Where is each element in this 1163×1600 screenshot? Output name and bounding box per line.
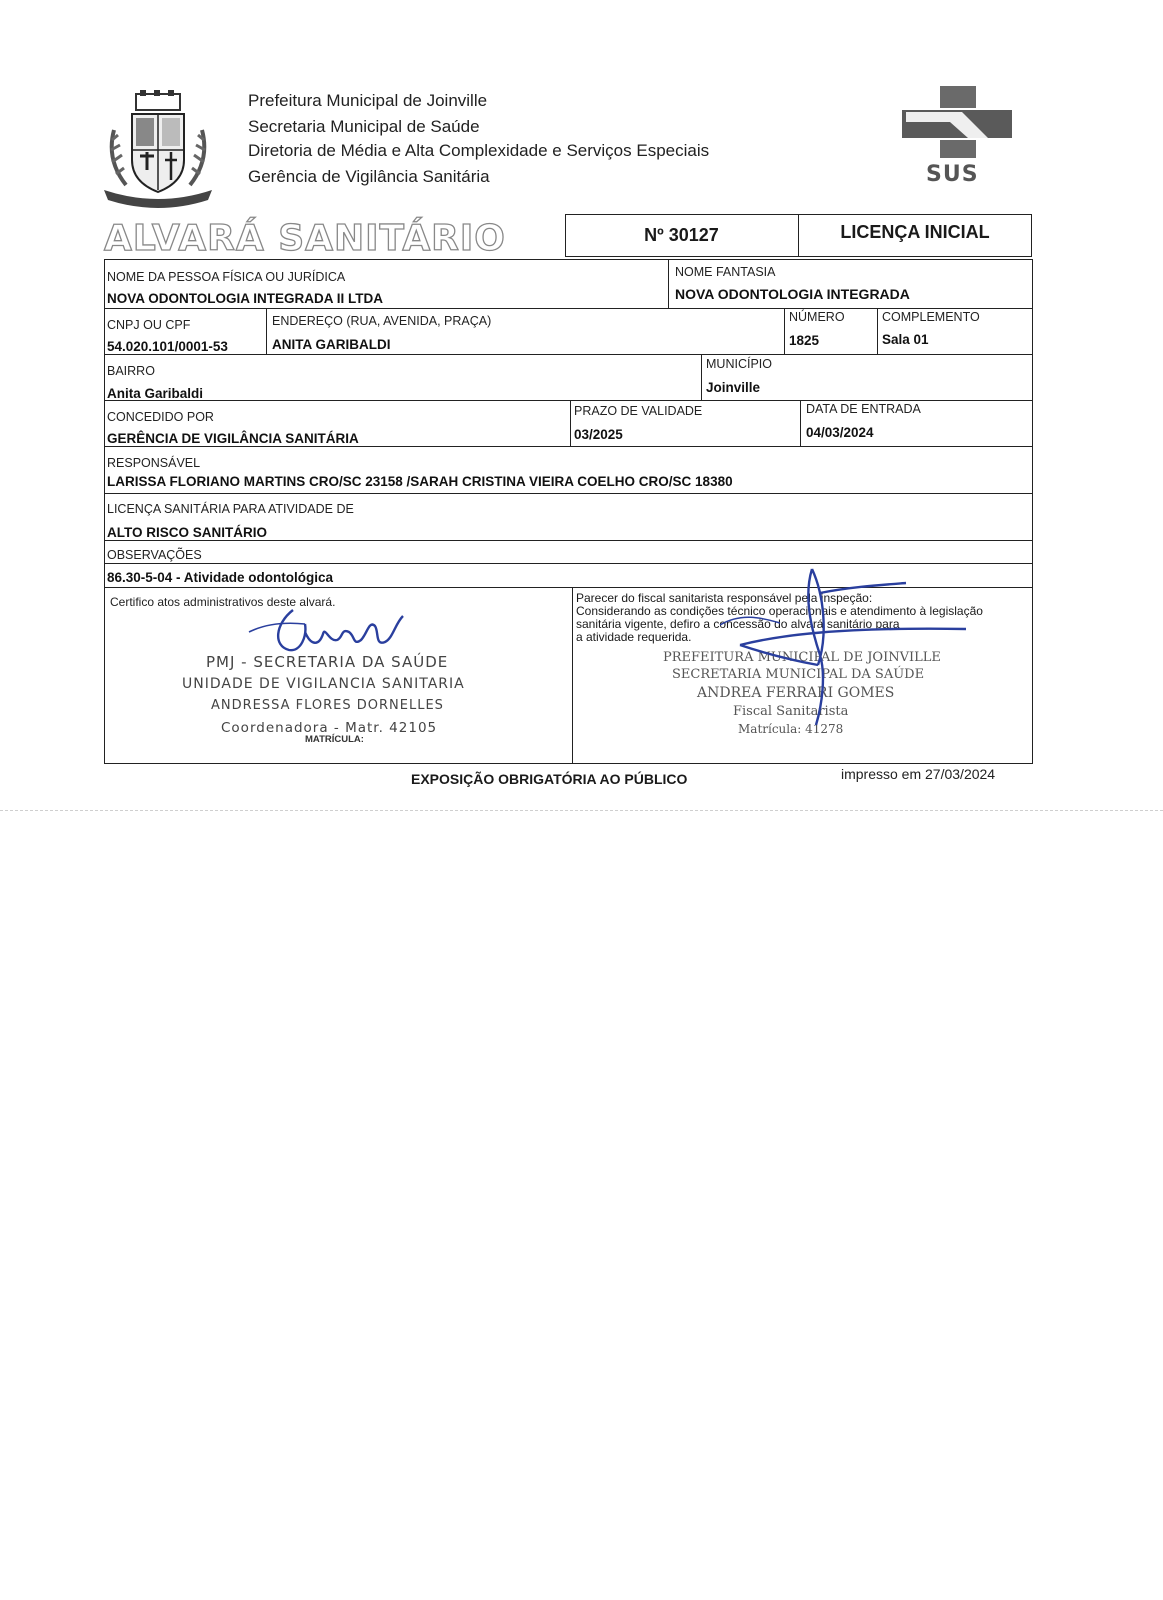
parecer-line3: sanitária vigente, defiro a concessão do alvará sanitário para (576, 617, 900, 631)
parecer-line2: Considerando as condições técnico operacionais e atendimento à legislação (576, 604, 983, 618)
sus-label: SUS (926, 162, 979, 187)
cert-stamp-line4: Coordenadora - Matr. 42105 (221, 720, 438, 736)
obs-value: 86.30-5-04 - Atividade odontológica (107, 570, 334, 585)
col-divider (572, 587, 573, 764)
cert-stamp-line2: UNIDADE DE VIGILANCIA SANITARIA (182, 676, 465, 692)
fantasia-label: NOME FANTASIA (675, 265, 776, 279)
certifico-text: Certifico atos administrativos deste alvará. (110, 595, 336, 609)
parecer-line1: Parecer do fiscal sanitarista responsável pela inspeção: (576, 591, 873, 605)
atividade-value: ALTO RISCO SANITÁRIO (107, 525, 268, 540)
municipio-label: MUNICÍPIO (706, 357, 772, 371)
cnpj-label: CNPJ OU CPF (107, 318, 191, 332)
row-divider (104, 493, 1033, 494)
impresso-text: impresso em 27/03/2024 (841, 766, 996, 782)
col-divider (570, 400, 571, 446)
col-divider (784, 308, 785, 354)
document-title: ALVARÁ SANITÁRIO (104, 218, 506, 259)
row-divider (104, 563, 1033, 564)
fiscal-signature (700, 565, 970, 735)
prazo-label: PRAZO DE VALIDADE (574, 404, 703, 418)
responsavel-value: LARISSA FLORIANO MARTINS CRO/SC 23158 /SARAH CRISTINA VIEIRA COELHO CRO/SC 18380 (107, 474, 733, 489)
nome-label: NOME DA PESSOA FÍSICA OU JURÍDICA (107, 270, 346, 284)
fiscal-stamp-line1: PREFEITURA MUNICIPAL DE JOINVILLE (663, 650, 941, 665)
fiscal-stamp-line3: ANDREA FERRARI GOMES (697, 685, 895, 701)
bairro-label: BAIRRO (107, 364, 155, 378)
col-divider (800, 400, 801, 446)
numero-value: 1825 (789, 333, 820, 348)
cert-stamp-line1: PMJ - SECRETARIA DA SAÚDE (206, 653, 449, 671)
concedido-label: CONCEDIDO POR (107, 410, 214, 424)
nome-value: NOVA ODONTOLOGIA INTEGRADA II LTDA (107, 291, 383, 306)
complemento-value: Sala 01 (882, 332, 929, 347)
numero-label: NÚMERO (789, 310, 845, 324)
sus-logo (902, 86, 1012, 186)
header-secretaria: Secretaria Municipal de Saúde (248, 117, 480, 136)
municipio-value: Joinville (706, 380, 761, 395)
row-divider (104, 354, 1033, 355)
bairro-value: Anita Garibaldi (107, 386, 204, 401)
header-gerencia: Gerência de Vigilância Sanitária (248, 167, 490, 186)
col-divider (668, 259, 669, 308)
header-prefeitura: Prefeitura Municipal de Joinville (248, 91, 488, 110)
concedido-value: GERÊNCIA DE VIGILÂNCIA SANITÁRIA (107, 431, 359, 446)
divider (798, 214, 799, 257)
cert-stamp-line3: ANDRESSA FLORES DORNELLES (211, 698, 444, 713)
header-diretoria: Diretoria de Média e Alta Complexidade e Serviços Especiais (248, 141, 710, 160)
entrada-label: DATA DE ENTRADA (806, 402, 921, 416)
fiscal-stamp-line5: Matrícula: 41278 (738, 722, 844, 736)
fiscal-stamp-line4: Fiscal Sanitarista (733, 704, 849, 719)
cnpj-value: 54.020.101/0001-53 (107, 339, 228, 354)
fantasia-value: NOVA ODONTOLOGIA INTEGRADA (675, 286, 910, 302)
row-divider (104, 540, 1033, 541)
fiscal-stamp-line2: SECRETARIA MUNICIPAL DA SAÚDE (672, 667, 925, 682)
row-divider (104, 308, 1033, 309)
coordinator-signature (245, 602, 415, 662)
row-divider (104, 400, 1033, 401)
col-divider (877, 308, 878, 354)
obs-label: OBSERVAÇÕES (107, 548, 202, 562)
row-divider (104, 446, 1033, 447)
entrada-value: 04/03/2024 (806, 425, 874, 440)
endereco-value: ANITA GARIBALDI (272, 337, 391, 352)
license-type: LICENÇA INICIAL (840, 222, 990, 242)
exposicao-text: EXPOSIÇÃO OBRIGATÓRIA AO PÚBLICO (411, 771, 688, 787)
prazo-value: 03/2025 (574, 427, 623, 442)
coat-of-arms-logo (96, 90, 220, 212)
complemento-label: COMPLEMENTO (882, 310, 980, 324)
endereco-label: ENDEREÇO (RUA, AVENIDA, PRAÇA) (272, 314, 492, 328)
col-divider (266, 308, 267, 354)
scan-fold-line (0, 810, 1163, 811)
parecer-line4: a atividade requerida. (576, 630, 692, 644)
alvara-number: Nº 30127 (644, 225, 719, 245)
col-divider (701, 354, 702, 400)
atividade-label: LICENÇA SANITÁRIA PARA ATIVIDADE DE (107, 502, 354, 516)
responsavel-label: RESPONSÁVEL (107, 456, 201, 470)
matricula-label: MATRÍCULA: (305, 734, 364, 745)
